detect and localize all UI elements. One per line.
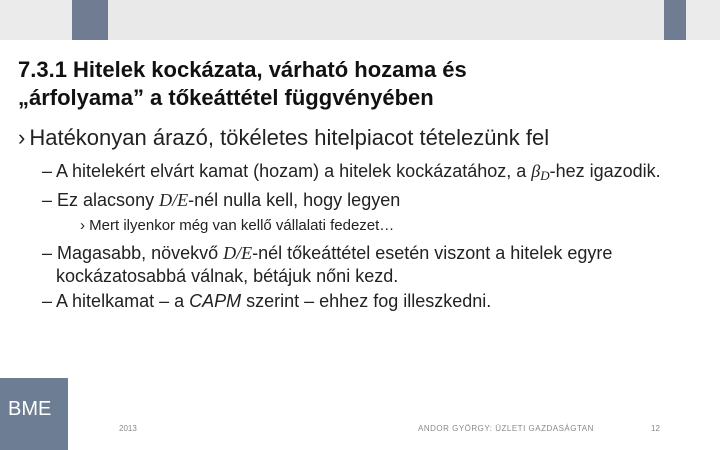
slide-title: [18, 56, 708, 112]
header-segment-accent-left: [72, 0, 108, 40]
sub-sub-bullet-collateral: [18, 216, 708, 236]
sub-bullet-text-end: -nél tőkeáttétel esetén viszont a hitelek egyre kockázatosabbá válnak, bétájuk nőni kezd.: [56, 242, 613, 286]
beta-symbol: [531, 161, 549, 181]
bullet-marker: ›: [18, 125, 26, 150]
sub-bullet-low-leverage: [18, 189, 708, 212]
bme-logo: [0, 378, 68, 450]
header-segment-light-right: [686, 0, 720, 40]
capm-term: CAPM: [189, 290, 242, 311]
header-segment-accent-right: [664, 0, 686, 40]
beta-letter: β: [531, 161, 541, 181]
debt-equity-ratio: D/E: [223, 242, 253, 263]
footer-author: ANDOR GYÖRGY: ÜZLETI GAZDASÁGTAN: [418, 424, 594, 433]
sub-bullet-text: Ez alacsony: [57, 189, 160, 210]
sub-bullet-capm: [18, 290, 708, 313]
slide-footer: [0, 378, 720, 450]
sub-bullet-marker: –: [42, 189, 53, 210]
debt-equity-ratio: D/E: [159, 189, 189, 210]
bullet-efficient-market: [18, 124, 708, 152]
sub-bullet-text: A hitelkamat – a: [56, 290, 190, 311]
footer-year: 2013: [119, 424, 137, 433]
header-segment-light-middle: [108, 0, 664, 40]
sub-bullet-marker: –: [42, 242, 53, 263]
sub-sub-bullet-marker: ›: [80, 216, 85, 234]
slide-body: [18, 124, 708, 315]
slide-title-line-1: 7.3.1 Hitelek kockázata, várható hozama és: [18, 57, 467, 82]
slide-title-line-2: „árfolyama” a tőkeáttétel függvényében: [18, 85, 434, 110]
header-segment-light-left: [0, 0, 72, 40]
sub-bullet-text: A hitelekért elvárt kamat (hozam) a hitelek kockázatához, a: [56, 161, 527, 181]
header-bar: [0, 0, 720, 40]
sub-bullet-high-leverage: [18, 242, 708, 288]
sub-bullet-text-end: szerint – ehhez fog illeszkedni.: [241, 290, 492, 311]
sub-bullet-marker: –: [42, 290, 53, 311]
sub-bullet-required-interest: [18, 160, 708, 187]
sub-bullet-text-end: -nél nulla kell, hogy legyen: [188, 189, 401, 210]
sub-bullet-text-end: -hez igazodik.: [549, 161, 661, 181]
sub-sub-bullet-text: Mert ilyenkor még van kellő vállalati fedezet…: [89, 216, 395, 234]
logo-text: BME: [8, 398, 52, 420]
beta-subscript: D: [540, 167, 550, 183]
sub-bullet-marker: –: [42, 161, 53, 181]
bullet-text: Hatékonyan árazó, tökéletes hitelpiacot tételezünk fel: [29, 125, 550, 150]
sub-bullet-text: Magasabb, növekvő: [57, 242, 224, 263]
footer-page-number: 12: [651, 424, 660, 433]
